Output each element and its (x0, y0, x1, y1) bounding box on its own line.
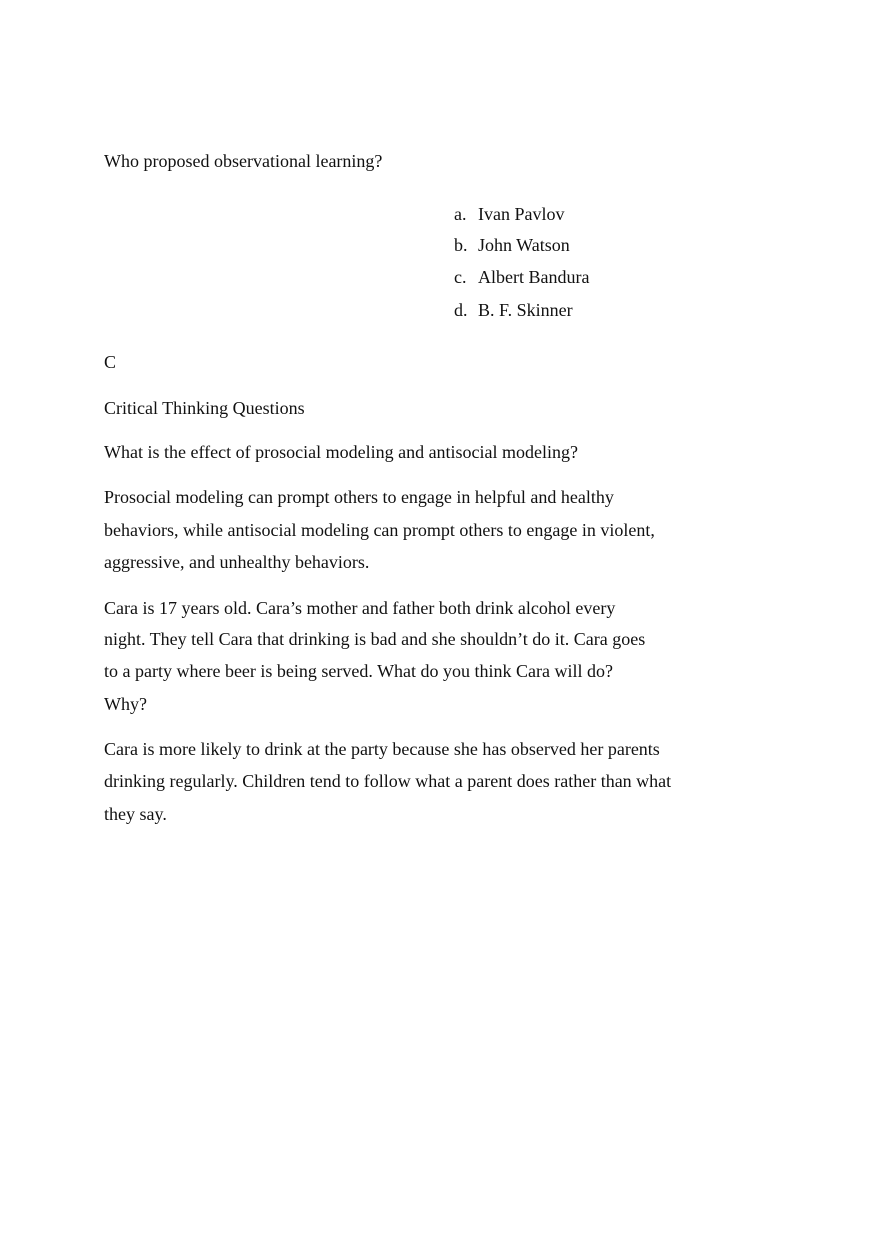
question-2-prompt: What is the effect of prosocial modeling and antisocial modeling? (104, 442, 579, 462)
option-letter: b. (454, 235, 468, 255)
question-1-prompt: Who proposed observational learning? (104, 151, 383, 171)
question-1-answer: C (104, 352, 117, 372)
question-3-answer-line: drinking regularly. Children tend to follow what a parent does rather than what (104, 771, 672, 791)
question-2-answer-line: behaviors, while antisocial modeling can prompt others to engage in violent, (104, 520, 655, 540)
question-2-answer-line: Prosocial modeling can prompt others to engage in helpful and healthy (104, 487, 614, 507)
question-3-prompt-line: Cara is 17 years old. Cara’s mother and father both drink alcohol every (104, 598, 616, 618)
option-letter: a. (454, 204, 467, 224)
question-3-answer-line: they say. (104, 804, 167, 824)
option-text: Albert Bandura (478, 267, 590, 287)
question-2-answer-line: aggressive, and unhealthy behaviors. (104, 552, 370, 572)
question-3-prompt-line: Why? (104, 694, 147, 714)
option-letter: c. (454, 267, 467, 287)
question-3-prompt-line: night. They tell Cara that drinking is bad and she shouldn’t do it. Cara goes (104, 629, 646, 649)
option-c (454, 268, 589, 286)
question-3-prompt-line: to a party where beer is being served. What do you think Cara will do? (104, 661, 614, 681)
option-text: John Watson (478, 235, 570, 255)
option-d (454, 301, 573, 319)
option-b (454, 236, 570, 254)
option-text: B. F. Skinner (478, 300, 573, 320)
question-3-answer-line: Cara is more likely to drink at the party because she has observed her parents (104, 739, 660, 759)
option-text: Ivan Pavlov (478, 204, 565, 224)
section-heading: Critical Thinking Questions (104, 398, 305, 418)
option-a (454, 205, 564, 223)
option-letter: d. (454, 300, 468, 320)
